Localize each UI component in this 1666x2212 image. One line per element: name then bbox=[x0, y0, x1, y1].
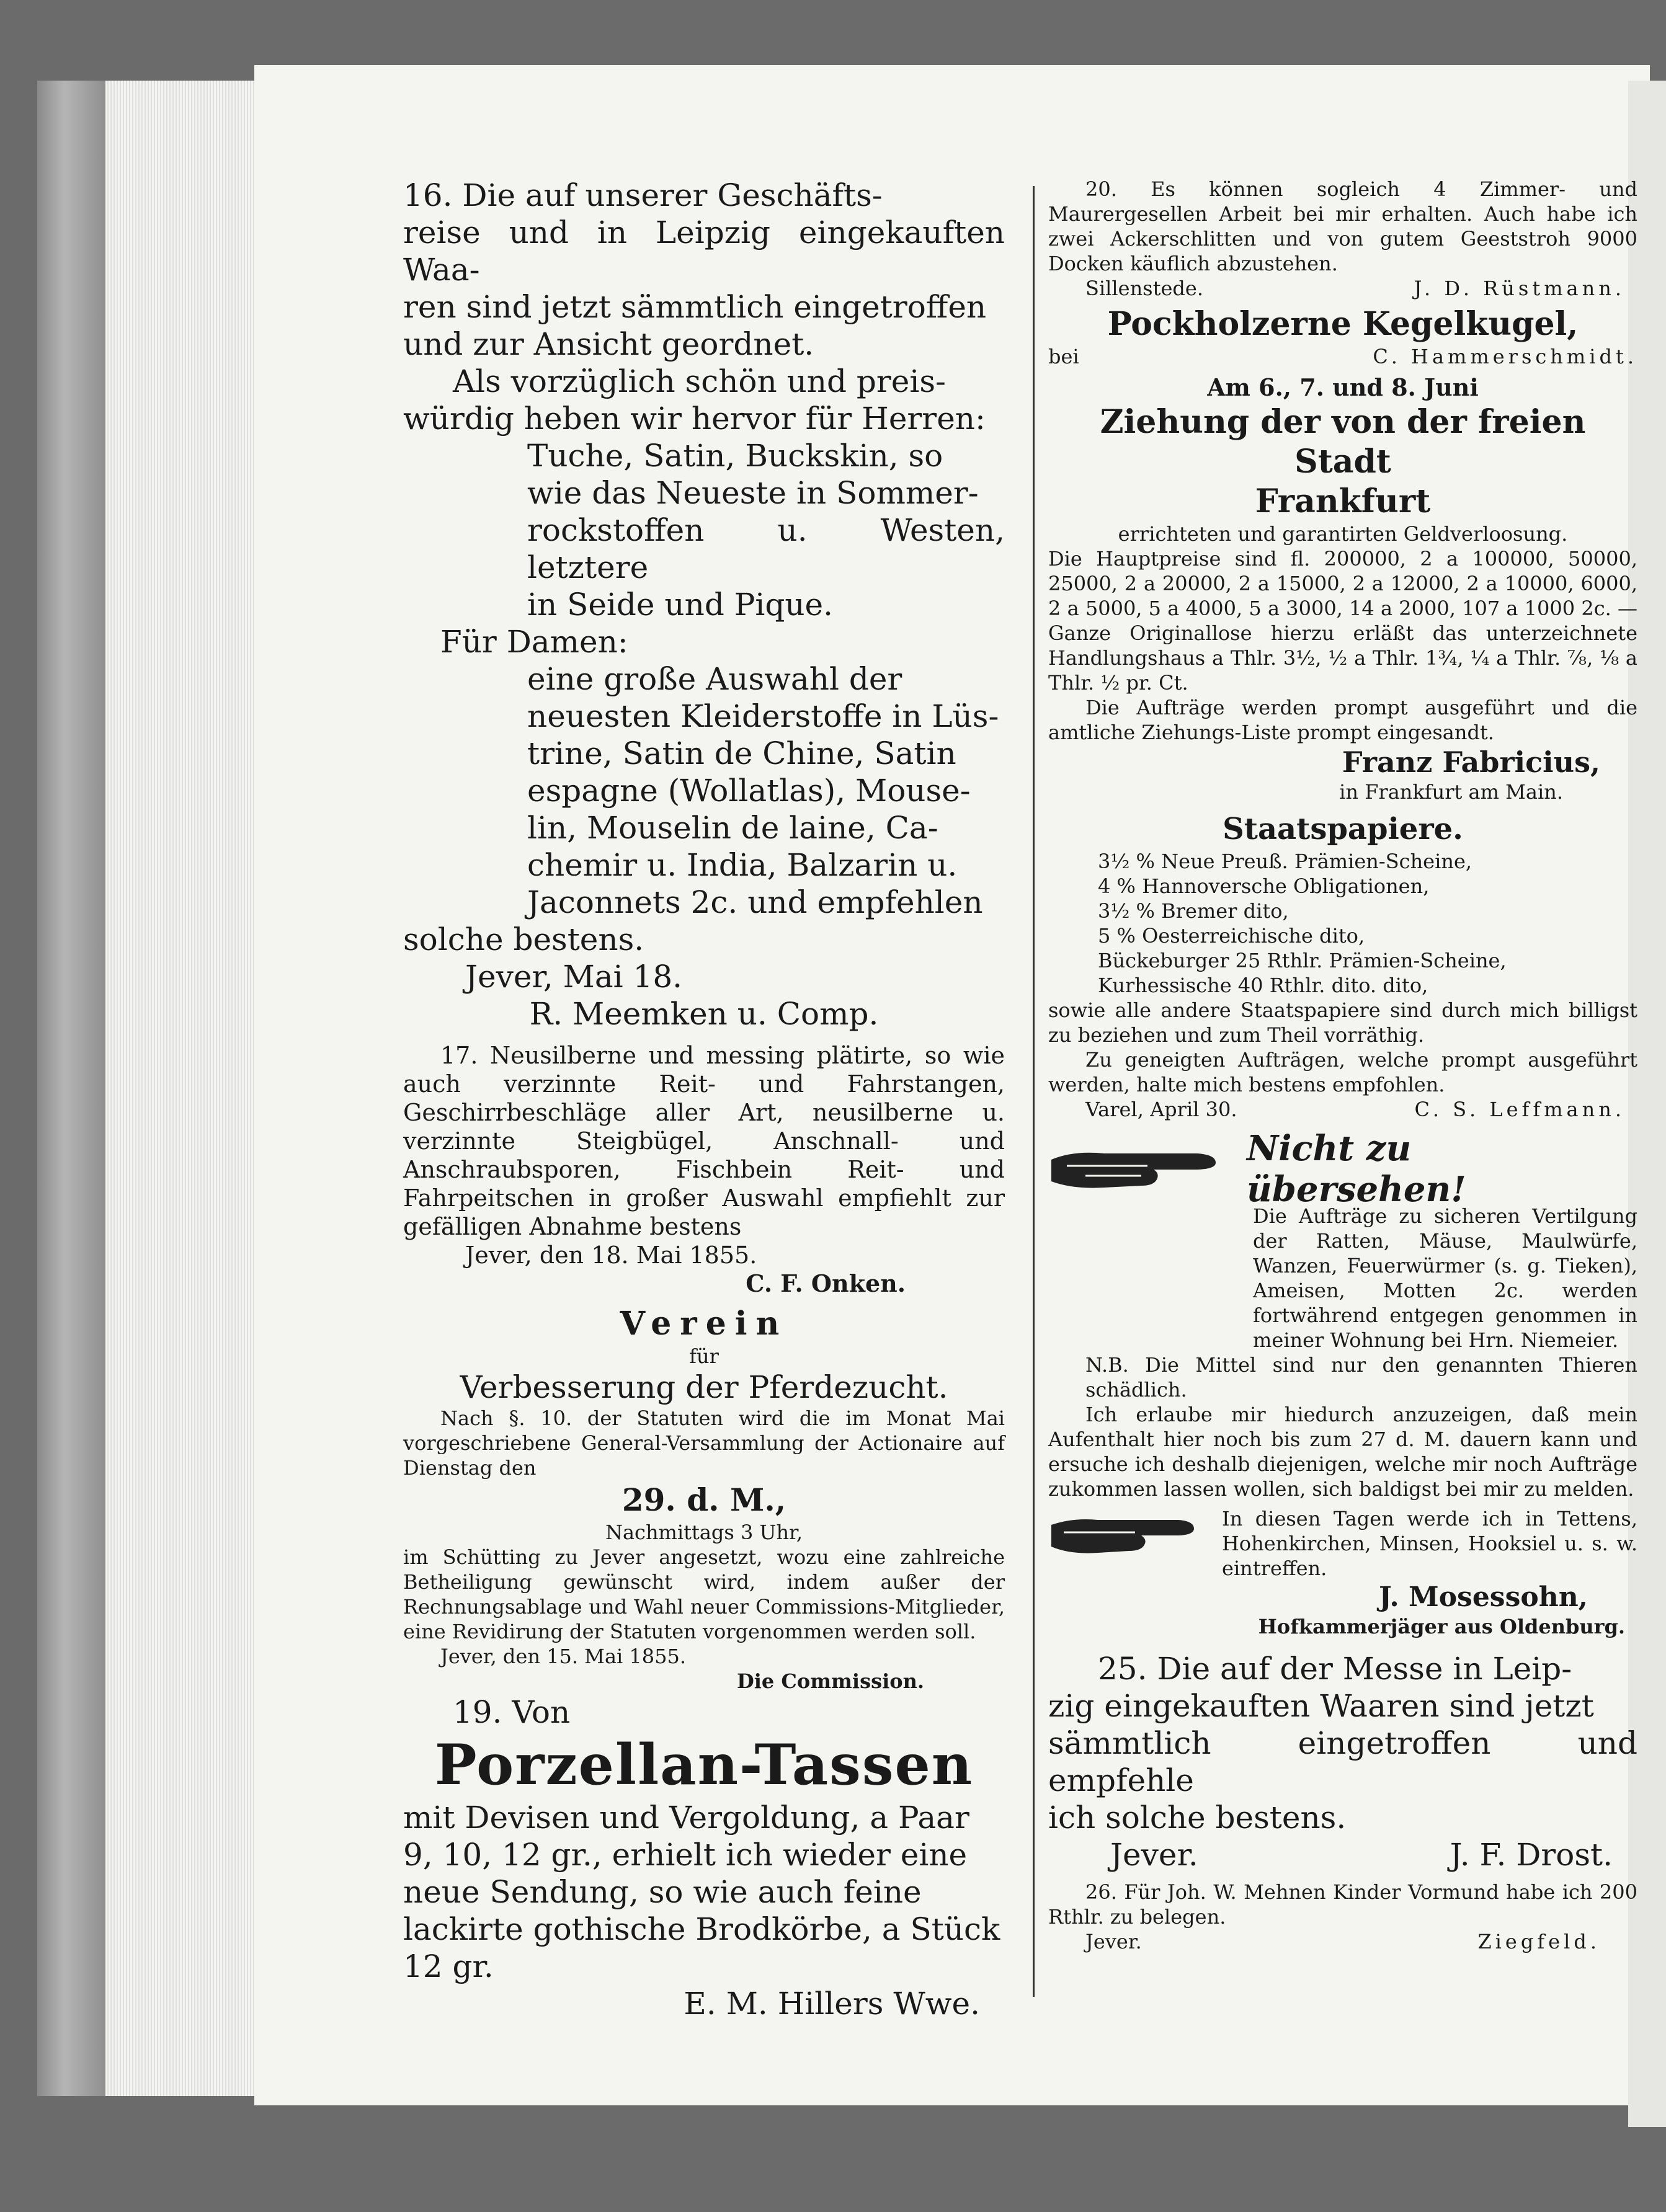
damen-line: chemir u. India, Balzarin u. bbox=[527, 847, 958, 883]
verein-notice bbox=[403, 1304, 1005, 1694]
kegel-name: C. Hammerschmidt. bbox=[1373, 345, 1637, 368]
verein-subtitle: Verbesserung der Pferdezucht. bbox=[460, 1369, 948, 1405]
ad-20 bbox=[1048, 177, 1637, 301]
nicht-text2: Ich erlaube mir hiedurch anzuzeigen, daß mein Aufenthalt hier noch bis zum 27 d. M. dauern kann und ersuche ich deshalb diejenigen, welche mir noch Aufträge zukommen lassen wollen, sich baldigst bei mir zu melden. bbox=[1048, 1403, 1637, 1501]
kegel-headline: Pockholzerne Kegelkugel, bbox=[1107, 305, 1579, 343]
ad19-line: 9, 10, 12 gr., erhielt ich wieder eine bbox=[403, 1837, 968, 1873]
ad19-line: lackirte gothische Brodkörbe, a Stück bbox=[403, 1911, 1000, 1947]
damen-line: neuesten Kleiderstoffe in Lüs- bbox=[527, 698, 999, 734]
ad-25 bbox=[1048, 1650, 1637, 1873]
ad-16 bbox=[403, 177, 1005, 1033]
kegel-bei: bei bbox=[1048, 345, 1079, 368]
lottery-text2: Die Aufträge werden prompt ausgeführt und die amtliche Ziehungs-Liste prompt eingesandt. bbox=[1048, 696, 1637, 744]
nicht-headline: Nicht zu übersehen! bbox=[1247, 1128, 1466, 1210]
kegel-ad bbox=[1048, 304, 1637, 369]
verein-fuer: für bbox=[689, 1344, 719, 1368]
staats-title: Staatspapiere. bbox=[1223, 812, 1463, 846]
verein-text2: im Schütting zu Jever angesetzt, wozu eine zahlreiche Betheiligung gewünscht wird, indem außer der Rechnungsablage und Wahl neuer Commissions-Mitglieder, eine Revidirung der Statuten vorgenommen werden soll. bbox=[403, 1545, 1005, 1643]
damen-line: lin, Mouselin de laine, Ca- bbox=[527, 810, 938, 846]
staats-item: Kurhessische 40 Rthlr. dito. dito, bbox=[1098, 974, 1428, 997]
staats-item: 3½ % Neue Preuß. Prämien-Scheine, bbox=[1098, 850, 1472, 873]
lottery-text: Die Hauptpreise sind fl. 200000, 2 a 100000, 50000, 25000, 2 a 20000, 2 a 15000, 2 a 12000, 2 a 10000, 6000, 2 a 5000, 5 a 4000, 5 a 3000, 14 a 2000, 107 a 1000 2c. — Ganze Originallose hierzu erläßt das unterzeichnete Handlungshaus a Thlr. 3½, ½ a Thlr. 1¾, ¼ a Thlr. ⅞, ⅛ a Thlr. ½ pr. Ct. bbox=[1048, 547, 1637, 695]
damen-line: trine, Satin de Chine, Satin bbox=[527, 735, 956, 771]
ad-26 bbox=[1048, 1880, 1637, 1954]
ad25-line: 25. Die auf der Messe in Leip- bbox=[1098, 1651, 1572, 1687]
book-spine bbox=[37, 81, 105, 2096]
damen-label: Für Damen: bbox=[440, 624, 628, 660]
ad19-line: neue Sendung, so wie auch feine bbox=[403, 1874, 922, 1910]
ad19-line: 12 gr. bbox=[403, 1948, 494, 1984]
lottery-signature: Franz Fabricius, bbox=[1342, 745, 1600, 779]
ad25-place: Jever. bbox=[1110, 1837, 1198, 1873]
staats-item: 3½ % Bremer dito, bbox=[1098, 899, 1289, 923]
herren-line: rockstoffen u. Westen, letztere bbox=[527, 512, 1005, 585]
ad19-headline: Porzellan-Tassen bbox=[434, 1732, 974, 1798]
ad25-line: zig eingekauften Waaren sind jetzt bbox=[1048, 1688, 1594, 1724]
staats-item: 5 % Oesterreichische dito, bbox=[1098, 924, 1365, 948]
staats-item: Bückeburger 25 Rthlr. Prämien-Scheine, bbox=[1098, 949, 1507, 972]
ad26-text: 26. Für Joh. W. Mehnen Kinder Vormund habe ich 200 Rthlr. zu belegen. bbox=[1048, 1880, 1637, 1929]
ad20-place: Sillenstede. bbox=[1085, 277, 1203, 300]
ad16-signature: R. Meemken u. Comp. bbox=[529, 996, 879, 1032]
ad25-signature: J. F. Drost. bbox=[1450, 1837, 1613, 1873]
nicht-signature: J. Mosessohn, bbox=[1378, 1581, 1588, 1613]
nicht-ad bbox=[1048, 1128, 1637, 1639]
lottery-dates: Am 6., 7. und 8. Juni bbox=[1207, 373, 1479, 401]
ad16-closing: solche bestens. bbox=[403, 922, 644, 957]
staats-signature: C. S. Leffmann. bbox=[1414, 1098, 1625, 1121]
verein-signature: Die Commission. bbox=[736, 1669, 924, 1693]
ad17-signature: C. F. Onken. bbox=[746, 1269, 906, 1297]
ad17-text: 17. Neusilberne und messing plätirte, so wie auch verzinnte Reit- und Fahrstangen, Geschirrbeschläge aller Art, neusilberne u. verzinnte Steigbügel, Anschnall- und Anschraubsporen, Fischbein Reit- und Fahrpeitschen in großer Auswahl empfiehlt zur gefälligen Abnahme bestens bbox=[403, 1042, 1005, 1240]
ad19-signature: E. M. Hillers Wwe. bbox=[684, 1986, 980, 2022]
ad-17 bbox=[403, 1041, 1005, 1298]
staats-text: sowie alle andere Staatspapiere sind durch mich billigst zu beziehen und zum Theil vorräthig. bbox=[1048, 998, 1637, 1047]
page-edges bbox=[105, 81, 254, 2096]
left-column bbox=[403, 177, 1005, 2022]
ad16-line: reise und in Leipzig eingekauften Waa- bbox=[403, 215, 1005, 288]
ad20-signature: J. D. Rüstmann. bbox=[1414, 277, 1625, 300]
lottery-headline2: Frankfurt bbox=[1255, 482, 1431, 520]
ad19-line: mit Devisen und Vergoldung, a Paar bbox=[403, 1800, 969, 1836]
lottery-headline1: Ziehung der von der freien Stadt bbox=[1100, 403, 1586, 481]
ad-19 bbox=[403, 1694, 1005, 2022]
herren-line: in Seide und Pique. bbox=[527, 587, 834, 623]
herren-line: wie das Neueste in Sommer- bbox=[527, 475, 979, 511]
damen-line: Jaconnets 2c. und empfehlen bbox=[527, 884, 983, 920]
staats-item: 4 % Hannoversche Obligationen, bbox=[1098, 874, 1430, 898]
ad16-line: und zur Ansicht geordnet. bbox=[403, 326, 814, 362]
ad25-line: sämmtlich eingetroffen und empfehle bbox=[1048, 1725, 1637, 1798]
right-column bbox=[1048, 177, 1637, 1954]
lottery-ad bbox=[1048, 373, 1637, 804]
herren-line: Tuche, Satin, Buckskin, so bbox=[527, 438, 943, 474]
staats-place-date: Varel, April 30. bbox=[1085, 1098, 1237, 1121]
column-divider bbox=[1033, 186, 1035, 1997]
ad16-line: würdig heben wir hervor für Herren: bbox=[403, 401, 986, 437]
ad25-line: ich solche bestens. bbox=[1048, 1800, 1347, 1836]
pointing-hand-icon bbox=[1048, 1135, 1234, 1203]
ad16-line: 16. Die auf unserer Geschäfts- bbox=[403, 177, 883, 213]
ad16-place-date: Jever, Mai 18. bbox=[465, 959, 683, 995]
staats-text2: Zu geneigten Aufträgen, welche prompt ausgeführt werden, halte mich bestens empfohlen. bbox=[1048, 1048, 1637, 1096]
ad16-line: Als vorzüglich schön und preis- bbox=[453, 363, 946, 399]
verein-text: Nach §. 10. der Statuten wird die im Monat Mai vorgeschriebene General-Versammlung der Actionaire auf Dienstag den bbox=[403, 1406, 1005, 1480]
ad20-text: 20. Es können sogleich 4 Zimmer- und Maurergesellen Arbeit bei mir erhalten. Auch habe ich zwei Ackerschlitten und von gutem Geeststroh 9000 Docken käuflich abzustehen. bbox=[1048, 177, 1637, 275]
nicht-text3: In diesen Tagen werde ich in Tettens, Hohenkirchen, Minsen, Hooksiel u. s. w. eintreffen. bbox=[1222, 1507, 1637, 1580]
pointing-hand-icon bbox=[1048, 1506, 1209, 1565]
ad19-number: 19. Von bbox=[453, 1694, 571, 1730]
nicht-text: Die Aufträge zu sicheren Vertilgung der Ratten, Mäuse, Maulwürfe, Wanzen, Feuerwürmer (s. g. Tieken), Ameisen, Motten 2c. werden fortwährend entgegen genommen in meiner Wohnung bei Hrn. Niemeier. bbox=[1253, 1204, 1637, 1352]
damen-line: eine große Auswahl der bbox=[527, 661, 902, 697]
ad16-line: ren sind jetzt sämmtlich eingetroffen bbox=[403, 289, 987, 325]
verein-time: Nachmittags 3 Uhr, bbox=[605, 1521, 803, 1544]
lottery-signature-place: in Frankfurt am Main. bbox=[1339, 780, 1563, 804]
staats-ad bbox=[1048, 809, 1637, 1122]
verein-date: 29. d. M., bbox=[621, 1481, 786, 1518]
nicht-signature-title: Hofkammerjäger aus Oldenburg. bbox=[1258, 1615, 1625, 1638]
damen-line: espagne (Wollatlas), Mouse- bbox=[527, 773, 971, 809]
nicht-nb: N.B. Die Mittel sind nur den genannten Thieren schädlich. bbox=[1085, 1353, 1637, 1401]
verein-place-date: Jever, den 15. Mai 1855. bbox=[440, 1645, 687, 1668]
ad17-place-date: Jever, den 18. Mai 1855. bbox=[465, 1241, 757, 1269]
verein-title: Verein bbox=[620, 1305, 788, 1343]
lottery-sub: errichteten und garantirten Geldverloosung. bbox=[1118, 522, 1568, 546]
ad26-place: Jever. bbox=[1085, 1930, 1142, 1953]
ad26-signature: Ziegfeld. bbox=[1477, 1930, 1600, 1953]
